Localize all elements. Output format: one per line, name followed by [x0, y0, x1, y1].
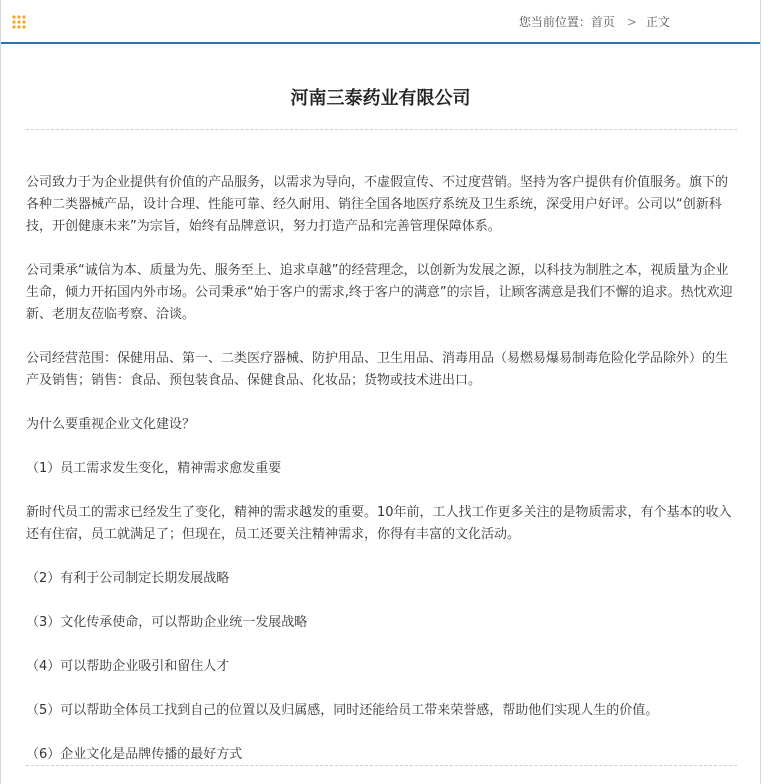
paragraph: 公司经营范围：保健用品、第一、二类医疗器械、防护用品、卫生用品、消毒用品（易燃易爆易制毒危险化学品除外）的生产及销售；销售：食品、预包装食品、保健食品、化妆品；货物或技术进出口。	[26, 351, 729, 388]
page-title: 河南三泰药业有限公司	[290, 88, 471, 109]
top-bar	[1, 0, 760, 44]
footer-divider	[26, 765, 737, 766]
paragraph: （4）可以帮助企业吸引和留住人才	[26, 659, 230, 674]
title-divider	[26, 129, 737, 130]
paragraph: （6）企业文化是品牌传播的最好方式	[26, 747, 243, 762]
paragraph: 新时代员工的需求已经发生了变化，精神的需求越发的重要。10年前，工人找工作更多关注的是物质需求，有个基本的收入还有住宿，员工就满足了；但现在，员工还要关注精神需求，你得有丰富的文化活动。	[26, 505, 732, 542]
paragraph: 为什么要重视企业文化建设？	[26, 417, 196, 432]
chevron-right-icon: >	[626, 15, 637, 29]
breadcrumb	[519, 13, 670, 30]
breadcrumb-home-link[interactable]: 首页	[590, 15, 615, 29]
breadcrumb-prefix: 您当前位置：	[518, 15, 591, 29]
grid-icon[interactable]	[12, 15, 26, 29]
paragraph: 公司秉承“诚信为本、质量为先、服务至上、追求卓越”的经营理念，以创新为发展之源，以科技为制胜之本，视质量为企业生命，倾力开拓国内外市场。公司秉承“始于客户的需求,终于客户的满意”的宗旨，让顾客满意是我们不懈的追求。热忱欢迎新、老朋友莅临考察、洽谈。	[26, 263, 733, 322]
paragraph: （5）可以帮助全体员工找到自己的位置以及归属感，同时还能给员工带来荣誉感，帮助他们实现人生的价值。	[26, 703, 659, 718]
paragraph: 公司致力于为企业提供有价值的产品服务，以需求为导向，不虚假宣传、不过度营销。坚持为客户提供有价值服务。旗下的各种二类器械产品，设计合理、性能可靠、经久耐用、销往全国各地医疗系统及卫生系统，深受用户好评。公司以“创新科技，开创健康未来”为宗旨，始终有品牌意识，努力打造产品和完善管理保障体系。	[26, 175, 729, 234]
paragraph: （3）文化传承使命，可以帮助企业统一发展战略	[26, 615, 308, 630]
paragraph: （1）员工需求发生变化，精神需求愈发重要	[26, 461, 282, 476]
article-body	[26, 172, 738, 766]
breadcrumb-current: 正文	[645, 15, 670, 29]
paragraph: （2）有利于公司制定长期发展战略	[26, 571, 230, 586]
